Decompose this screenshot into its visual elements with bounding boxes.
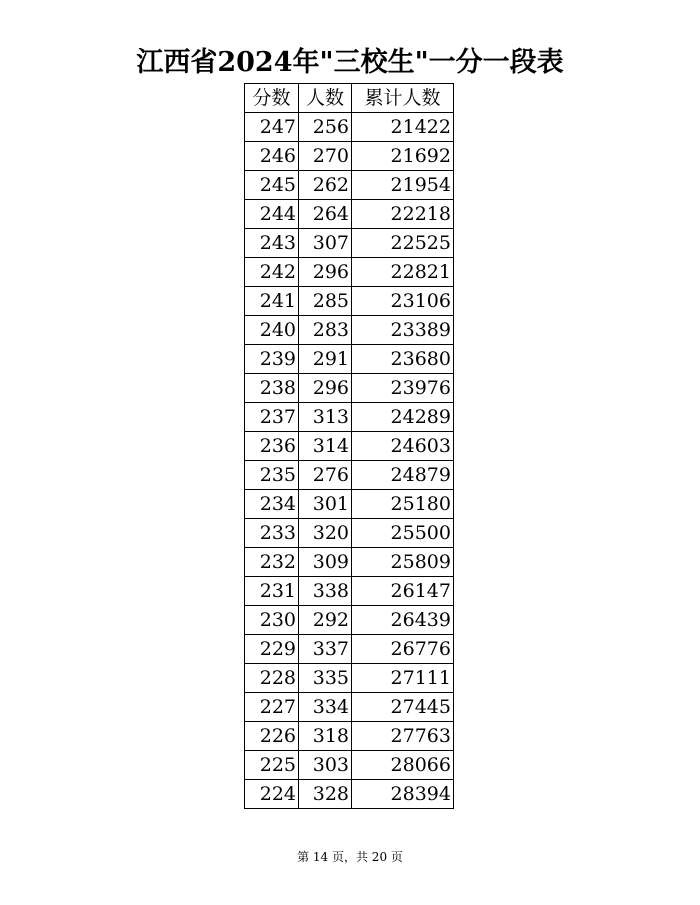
page-footer: 第 14 页，共 20 页: [297, 850, 403, 864]
cumulative-cell: 23976: [352, 374, 454, 403]
cumulative-cell: 25500: [352, 519, 454, 548]
cumulative-cell: 24879: [352, 461, 454, 490]
score-cell: 239: [245, 345, 299, 374]
score-cell: 243: [245, 229, 299, 258]
score-cell: 247: [245, 113, 299, 142]
count-cell: 292: [299, 606, 352, 635]
count-cell: 335: [299, 664, 352, 693]
score-cell: 225: [245, 751, 299, 780]
table-row: [245, 490, 454, 519]
count-cell: 256: [299, 113, 352, 142]
count-cell: 334: [299, 693, 352, 722]
count-cell: 303: [299, 751, 352, 780]
table-row: [245, 693, 454, 722]
score-cell: 231: [245, 577, 299, 606]
cumulative-cell: 23680: [352, 345, 454, 374]
table-header-row: [245, 84, 454, 113]
table-row: [245, 780, 454, 809]
score-cell: 233: [245, 519, 299, 548]
table-body: [245, 113, 454, 809]
table-row: [245, 519, 454, 548]
score-cell: 226: [245, 722, 299, 751]
cumulative-cell: 24603: [352, 432, 454, 461]
score-cell: 242: [245, 258, 299, 287]
header-score: 分数: [245, 84, 299, 113]
cumulative-cell: 28394: [352, 780, 454, 809]
count-cell: 313: [299, 403, 352, 432]
cumulative-cell: 26439: [352, 606, 454, 635]
count-cell: 320: [299, 519, 352, 548]
count-cell: 264: [299, 200, 352, 229]
score-cell: 234: [245, 490, 299, 519]
count-cell: 314: [299, 432, 352, 461]
cumulative-cell: 21954: [352, 171, 454, 200]
count-cell: 337: [299, 635, 352, 664]
count-cell: 309: [299, 548, 352, 577]
cumulative-cell: 23389: [352, 316, 454, 345]
table-row: [245, 113, 454, 142]
score-cell: 235: [245, 461, 299, 490]
table-row: [245, 258, 454, 287]
score-cell: 228: [245, 664, 299, 693]
score-cell: 230: [245, 606, 299, 635]
score-cell: 244: [245, 200, 299, 229]
cumulative-cell: 26776: [352, 635, 454, 664]
table-row: [245, 548, 454, 577]
cumulative-cell: 22821: [352, 258, 454, 287]
cumulative-cell: 22218: [352, 200, 454, 229]
table-row: [245, 461, 454, 490]
score-cell: 240: [245, 316, 299, 345]
cumulative-cell: 21692: [352, 142, 454, 171]
cumulative-cell: 25809: [352, 548, 454, 577]
cumulative-cell: 22525: [352, 229, 454, 258]
table-row: [245, 171, 454, 200]
count-cell: 291: [299, 345, 352, 374]
score-cell: 246: [245, 142, 299, 171]
cumulative-cell: 27763: [352, 722, 454, 751]
score-cell: 238: [245, 374, 299, 403]
table-row: [245, 345, 454, 374]
count-cell: 307: [299, 229, 352, 258]
table-row: [245, 606, 454, 635]
score-cell: 229: [245, 635, 299, 664]
score-cell: 227: [245, 693, 299, 722]
count-cell: 328: [299, 780, 352, 809]
table-row: [245, 229, 454, 258]
count-cell: 296: [299, 374, 352, 403]
score-cell: 232: [245, 548, 299, 577]
count-cell: 301: [299, 490, 352, 519]
table-row: [245, 287, 454, 316]
cumulative-cell: 28066: [352, 751, 454, 780]
count-cell: 338: [299, 577, 352, 606]
count-cell: 276: [299, 461, 352, 490]
cumulative-cell: 26147: [352, 577, 454, 606]
header-cumulative: 累计人数: [352, 84, 454, 113]
count-cell: 283: [299, 316, 352, 345]
score-cell: 236: [245, 432, 299, 461]
header-count: 人数: [299, 84, 352, 113]
cumulative-cell: 27111: [352, 664, 454, 693]
score-cell: 237: [245, 403, 299, 432]
score-cell: 245: [245, 171, 299, 200]
count-cell: 285: [299, 287, 352, 316]
count-cell: 262: [299, 171, 352, 200]
page-title: 江西省2024年"三校生"一分一段表: [136, 47, 564, 78]
count-cell: 270: [299, 142, 352, 171]
score-table: [244, 83, 454, 809]
table-row: [245, 664, 454, 693]
cumulative-cell: 27445: [352, 693, 454, 722]
count-cell: 296: [299, 258, 352, 287]
cumulative-cell: 25180: [352, 490, 454, 519]
count-cell: 318: [299, 722, 352, 751]
score-cell: 241: [245, 287, 299, 316]
cumulative-cell: 23106: [352, 287, 454, 316]
score-cell: 224: [245, 780, 299, 809]
table-row: [245, 432, 454, 461]
cumulative-cell: 21422: [352, 113, 454, 142]
table-row: [245, 200, 454, 229]
table-row: [245, 316, 454, 345]
table-row: [245, 635, 454, 664]
table-row: [245, 142, 454, 171]
table-row: [245, 751, 454, 780]
table-row: [245, 722, 454, 751]
cumulative-cell: 24289: [352, 403, 454, 432]
table-row: [245, 577, 454, 606]
table-row: [245, 403, 454, 432]
table-row: [245, 374, 454, 403]
